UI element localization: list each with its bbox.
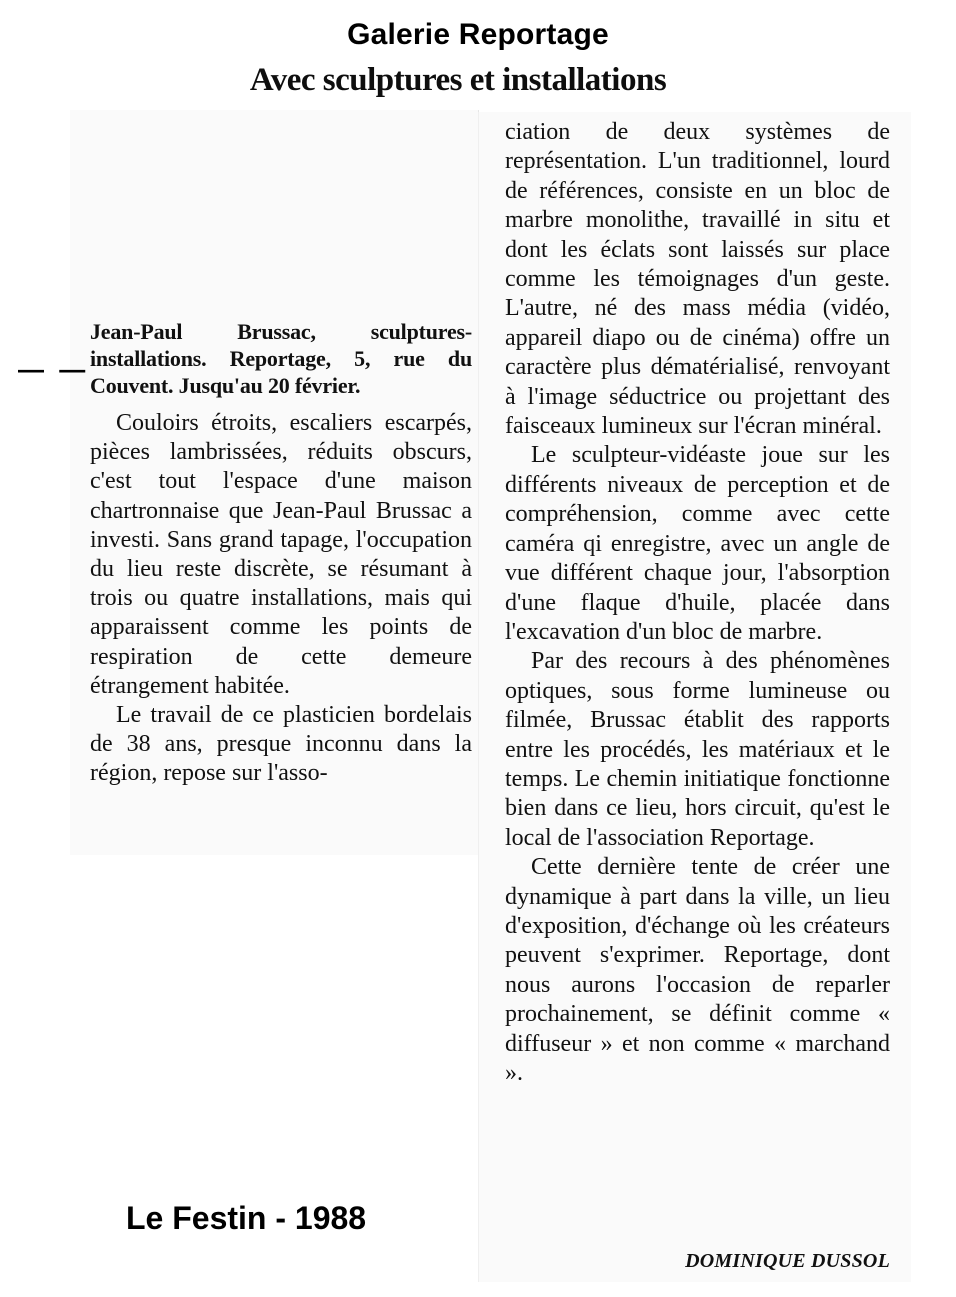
paragraph-5: Par des recours à des phénomènes optiques, sous forme lumineuse ou filmée, Brussac établit des rapports entre les procédés, les matériaux et le temps. Le chemin initiatique fonctionne bien dans ce lieu, hors circuit, qu'est le local de l'association Reportage. <box>505 648 890 851</box>
article-headline: Avec sculptures et installations <box>249 62 667 98</box>
paragraph-3: ciation de deux systèmes de représentation. L'un traditionnel, lourd de références, consiste en un bloc de marbre monolithe, travaillé in situ et dont les éclats sont laissés sur place comme les témoignages d'un geste. L'autre, né des mass média (vidéo, appareil diapo ou de cinéma) offre un caractère plus dématérialisé, renvoyant à l'image séductrice ou projettant des faisceaux lumineux sur l'écran minéral. <box>505 119 890 440</box>
paragraph-1: Couloirs étroits, escaliers escarpés, pièces lambrissées, réduits obscurs, c'est tout l'espace d'une maison chartronnaise que Jean-Paul Brussac a investi. Sans grand tapage, l'occupation du lieu reste discrète, se résumant à trois ou quatre installations, mais qui apparaissent comme les points de respiration de cette demeure étrangement habitée. <box>90 410 472 699</box>
exhibition-info: Jean-Paul Brussac, sculptures-installations. Reportage, 5, rue du Couvent. Jusqu'au 20 février. <box>90 319 472 398</box>
paragraph-4: Le sculpteur-vidéaste joue sur les différents niveaux de perception et de compréhension, comme avec cette caméra qi enregistre, avec un angle de vue différent chaque jour, l'absorption d'une flaque d'huile, placée dans l'excavation d'un bloc de marbre. <box>505 442 890 645</box>
source-caption: Le Festin - 1988 <box>126 1200 367 1236</box>
paragraph-2: Le travail de ce plasticien bordelais de 38 ans, presque inconnu dans la région, repose sur l'asso- <box>90 702 472 787</box>
page-title: Galerie Reportage <box>347 18 609 51</box>
article-right-column <box>505 118 890 1088</box>
article-left-column <box>90 318 472 789</box>
paragraph-6: Cette dernière tente de créer une dynamique à part dans la ville, un lieu d'exposition, d'échange où les créateurs peuvent s'exprimer. Reportage, dont nous aurons l'occasion de reparler prochainement, se définit comme « diffuseur » et non comme « marchand ». <box>505 854 890 1086</box>
author-signature: DOMINIQUE DUSSOL <box>685 1250 890 1272</box>
margin-mark: — — <box>18 354 90 384</box>
